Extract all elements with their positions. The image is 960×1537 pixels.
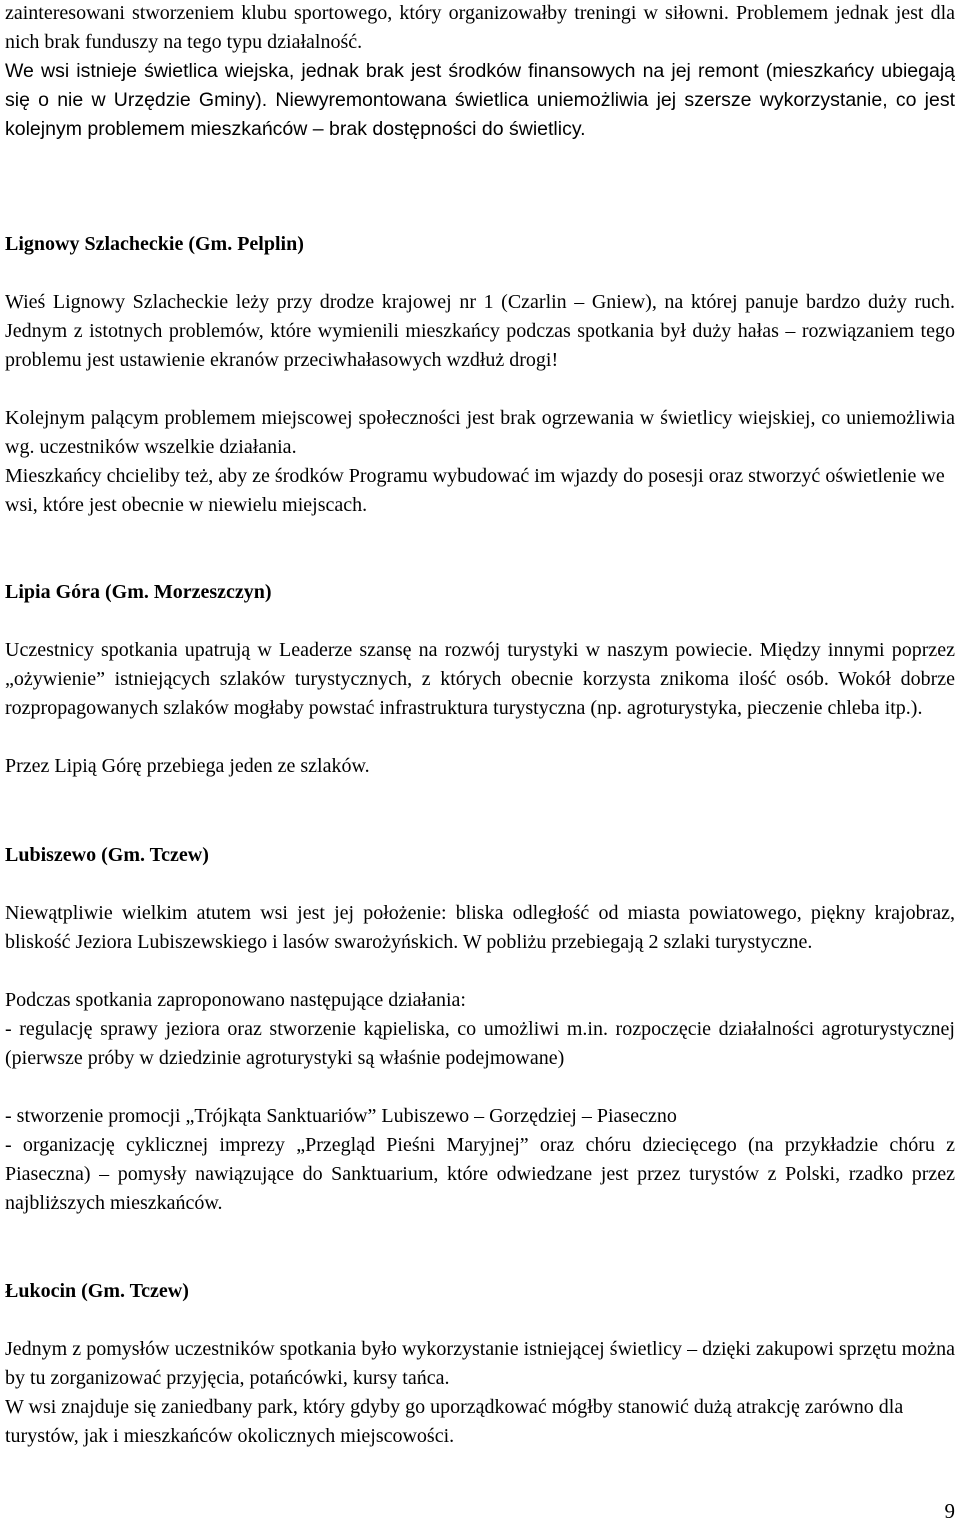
section-paragraph: Niewątpliwie wielkim atutem wsi jest jej położenie: bliska odległość od miasta powiatowego, piękny krajobraz, bliskość Jeziora Lubiszewskiego i lasów swarożyńskich. W pobliżu przebiegają 2 szlaki turystyczne. <box>5 902 955 953</box>
page-number: 9 <box>944 1499 955 1523</box>
intro-paragraph-2: We wsi istnieje świetlica wiejska, jednak brak jest środków finansowych na jej remont (mieszkańcy ubiegają się o nie w Urzędzie Gminy). Niewyremontowana świetlica uniemożliwia jej szersze wykorzystanie, co jest kolejnym problemem mieszkańców – brak dostępności do świetlicy. <box>5 60 955 140</box>
list-item: - stworzenie promocji „Trójkąta Sanktuariów” Lubiszewo – Gorzędziej – Piaseczno <box>5 1105 677 1127</box>
intro-paragraph-1: zainteresowani stworzeniem klubu sportowego, który organizowałby treningi w siłowni. Problemem jednak jest dla nich brak funduszy na tego typu działalność. <box>5 2 955 53</box>
list-item: - regulację sprawy jeziora oraz stworzenie kąpieliska, co umożliwi m.in. rozpoczęcie działalności agroturystycznej (pierwsze próby w dziedzinie agroturystyki są właśnie podejmowane) <box>5 1018 955 1069</box>
section-paragraph: Przez Lipią Górę przebiega jeden ze szlaków. <box>5 755 370 777</box>
section-paragraph: Jednym z pomysłów uczestników spotkania było wykorzystanie istniejącej świetlicy – dzięki zakupowi sprzętu można by tu zorganizować przyjęcia, potańcówki, kursy tańca. <box>5 1338 955 1389</box>
section-paragraph: W wsi znajduje się zaniedbany park, który gdyby go uporządkować mógłby stanowić dużą atrakcję zarówno dla turystów, jak i mieszkańców okolicznych miejscowości. <box>5 1396 904 1447</box>
section-paragraph: Kolejnym palącym problemem miejscowej społeczności jest brak ogrzewania w świetlicy wiejskiej, co uniemożliwia wg. uczestników wszelkie działania. <box>5 407 955 458</box>
section-paragraph: Wieś Lignowy Szlacheckie leży przy drodze krajowej nr 1 (Czarlin – Gniew), na której panuje bardzo duży ruch. Jednym z istotnych problemów, które wymienili mieszkańcy podczas spotkania był duży hałas – rozwiązaniem tego problemu jest ustawienie ekranów przeciwhałasowych wzdłuż drogi! <box>5 291 955 371</box>
list-item: - organizację cyklicznej imprezy „Przegląd Pieśni Maryjnej” oraz chóru dziecięcego (na przykładzie chóru z Piaseczna) – pomysły nawiązujące do Sanktuarium, które odwiedzane jest przez turystów z Polski, rzadko przez najbliższych mieszkańców. <box>5 1134 955 1214</box>
section-heading-lignowy: Lignowy Szlacheckie (Gm. Pelplin) <box>5 233 304 255</box>
section-paragraph: Podczas spotkania zaproponowano następujące działania: <box>5 989 466 1011</box>
section-heading-lukocin: Łukocin (Gm. Tczew) <box>5 1280 189 1302</box>
section-heading-lubiszewo: Lubiszewo (Gm. Tczew) <box>5 844 209 866</box>
section-heading-lipia-gora: Lipia Góra (Gm. Morzeszczyn) <box>5 581 272 603</box>
section-paragraph: Mieszkańcy chcieliby też, aby ze środków Programu wybudować im wjazdy do posesji oraz stworzyć oświetlenie we wsi, które jest obecnie w niewielu miejscach. <box>5 465 945 516</box>
section-paragraph: Uczestnicy spotkania upatrują w Leaderze szansę na rozwój turystyki w naszym powiecie. Między innymi poprzez „ożywienie” istniejących szlaków turystycznych, z których obecnie korzysta znikoma ilość osób. Wokół dobrze rozpropagowanych szlaków mogłaby powstać infrastruktura turystyczna (np. agroturystyka, pieczenie chleba itp.). <box>5 639 955 719</box>
